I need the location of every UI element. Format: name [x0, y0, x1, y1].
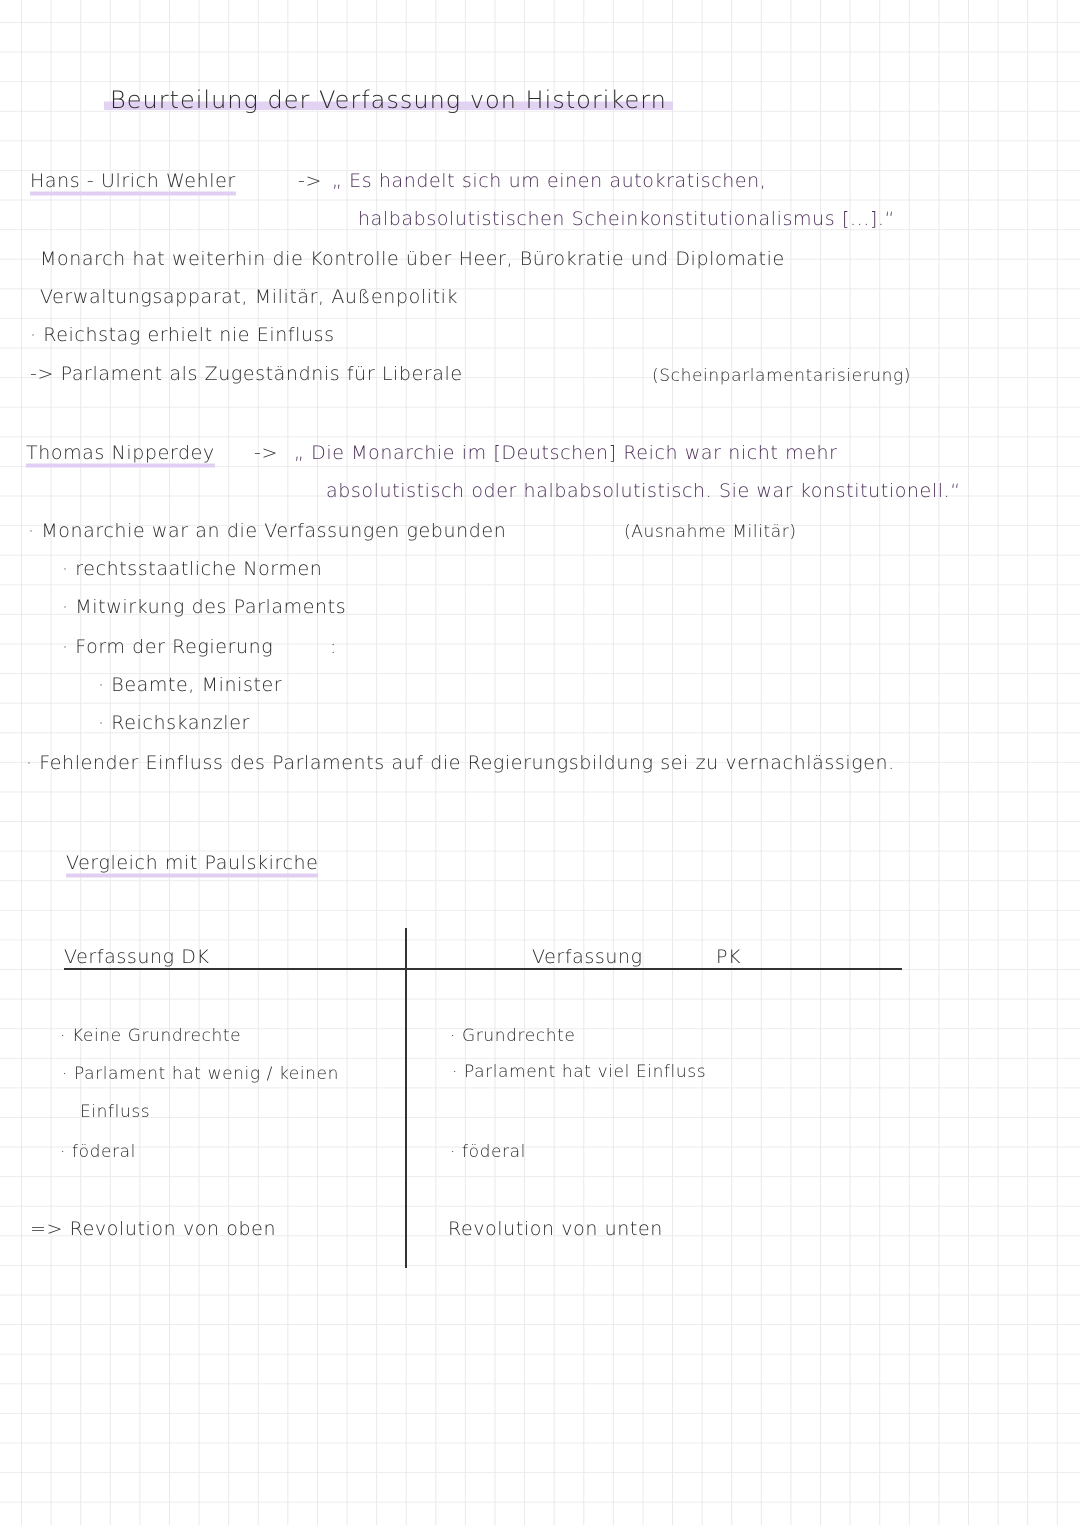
nipperdey-name-text: Thomas Nipperdey [26, 442, 215, 468]
table-header-right: Verfassung [532, 946, 643, 968]
left-item-1: · Keine Grundrechte [60, 1026, 242, 1046]
nipperdey-quote-line1: „ Die Monarchie im [Deutschen] Reich war nicht mehr [294, 442, 838, 464]
wehler-point-4-note: (Scheinparlamentarisierung) [652, 366, 912, 386]
page-title-text: Beurteilung der Verfassung von Historikern [104, 86, 673, 114]
table-header-left: Verfassung DK [64, 946, 210, 968]
nipperdey-point-4: · Form der Regierung [62, 636, 274, 658]
right-conclusion: Revolution von unten [448, 1218, 663, 1240]
historian-nipperdey-name [26, 442, 215, 464]
nipperdey-point-3: · Mitwirkung des Parlaments [62, 596, 347, 618]
nipperdey-subpoint-1: · Beamte, Minister [98, 674, 283, 696]
comparison-heading-text: Vergleich mit Paulskirche [66, 852, 318, 878]
wehler-arrow: -> [298, 170, 322, 192]
nipperdey-point-1-note: (Ausnahme Militär) [624, 522, 797, 542]
nipperdey-point-2: · rechtsstaatliche Normen [62, 558, 323, 580]
table-vertical-divider [405, 928, 407, 1268]
left-item-2-cont: Einfluss [80, 1102, 151, 1122]
left-conclusion: => Revolution von oben [30, 1218, 277, 1240]
nipperdey-arrow: -> [254, 442, 278, 464]
right-item-2: · Parlament hat viel Einfluss [452, 1062, 707, 1082]
wehler-point-3: · Reichstag erhielt nie Einfluss [30, 324, 335, 346]
nipperdey-point-5: · Fehlender Einfluss des Parlaments auf die Regierungsbildung sei zu vernachlässigen. [26, 752, 895, 774]
nipperdey-point-1: · Monarchie war an die Verfassungen gebunden [28, 520, 507, 542]
right-item-1: · Grundrechte [450, 1026, 576, 1046]
comparison-heading [66, 852, 318, 874]
wehler-point-4: -> Parlament als Zugeständnis für Liberale [30, 363, 463, 385]
left-item-3: · föderal [60, 1142, 136, 1162]
nipperdey-point-4-colon: : [330, 636, 338, 658]
historian-wehler-name [30, 170, 236, 192]
nipperdey-quote-line2: absolutistisch oder halbabsolutistisch. Sie war konstitutionell.“ [326, 480, 961, 502]
right-item-3: · föderal [450, 1142, 526, 1162]
table-header-rule [64, 968, 902, 970]
wehler-quote-line1: „ Es handelt sich um einen autokratischen, [332, 170, 767, 192]
left-item-2: · Parlament hat wenig / keinen [62, 1064, 339, 1084]
wehler-point-2: Verwaltungsapparat, Militär, Außenpolitik [40, 286, 459, 308]
table-header-right-suffix: PK [716, 946, 742, 968]
wehler-name-text: Hans - Ulrich Wehler [30, 170, 236, 196]
page-title [104, 86, 673, 114]
wehler-point-1: Monarch hat weiterhin die Kontrolle über Heer, Bürokratie und Diplomatie [40, 248, 785, 270]
wehler-quote-line2: halbabsolutistischen Scheinkonstitutionalismus [...].“ [358, 208, 895, 230]
nipperdey-subpoint-2: · Reichskanzler [98, 712, 250, 734]
